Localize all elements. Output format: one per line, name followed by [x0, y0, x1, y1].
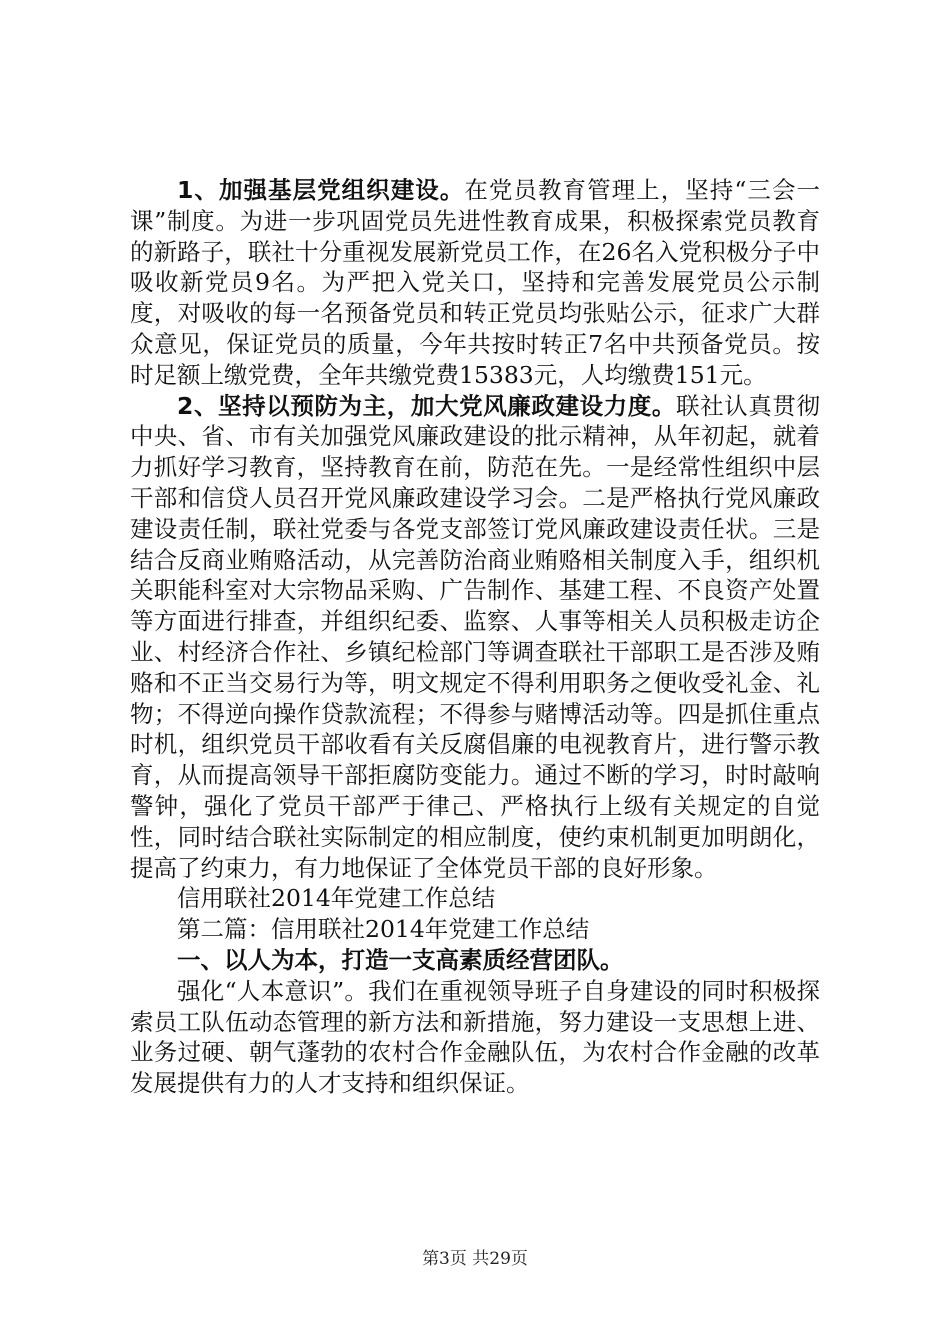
document-body [130, 175, 820, 1099]
paragraph-human-centered: 强化“人本意识”。我们在重视领导班子自身建设的同时积极探索员工队伍动态管理的新方法和新措施，努力建设一支思想上进、业务过硬、朝气蓬勃的农村合作金融队伍，为农村合作金融的改革发展提供有力的人才支持和组织保证。 [130, 976, 820, 1098]
section-heading: 一、以人为本，打造一支高素质经营团队。 [177, 945, 624, 974]
page-footer [0, 1244, 950, 1269]
paragraph-lead: 1、加强基层党组织建设。 [177, 176, 465, 204]
document-subtitle-line: 第二篇：信用联社2014年党建工作总结 [177, 915, 590, 944]
paragraph-text: 在党员教育管理上，坚持“三会一课”制度。为进一步巩固党员先进性教育成果，积极探索党员教育的新路子，联社十分重视发展新党员工作，在26名入党积极分子中吸收新党员9名。为严把入党关口，坚持和完善发展党员公示制度，对吸收的每一名预备党员和转正党员均张贴公示，征求广大群众意见，保证党员的质量，今年共按时转正7名中共预备党员。按时足额上缴党费，全年共缴党费15383元，人均缴费151元。 [130, 176, 820, 389]
paragraph-party-organization [130, 175, 820, 391]
paragraph-lead: 2、坚持以预防为主，加大党风廉政建设力度。 [177, 391, 676, 420]
paragraph-text: 联社认真贯彻中央、省、市有关加强党风廉政建设的批示精神，从年初起，就着力抓好学习教育，坚持教育在前，防范在先。一是经常性组织中层干部和信贷人员召开党风廉政建设学习会。二是严格执行党风廉政建设责任制，联社党委与各党支部签订党风廉政建设责任状。三是结合反商业贿赂活动，从完善防治商业贿赂相关制度入手，组织机关职能科室对大宗物品采购、广告制作、基建工程、不良资产处置等方面进行排查，并组织纪委、监察、人事等相关人员积极走访企业、村经济合作社、乡镇纪检部门等调查联社干部职工是否涉及贿赂和不正当交易行为等，明文规定不得利用职务之便收受礼金、礼物；不得逆向操作贷款流程；不得参与赌博活动等。四是抓住重点时机，组织党员干部收看有关反腐倡廉的电视教育片，进行警示教育，从而提高领导干部拒腐防变能力。通过不断的学习，时时敲响警钟，强化了党员干部严于律己、严格执行上级有关规定的自觉性，同时结合联社实际制定的相应制度，使约束机制更加明朗化，提高了约束力，有力地保证了全体党员干部的良好形象。 [130, 391, 820, 882]
document-title-line: 信用联社2014年党建工作总结 [177, 884, 496, 913]
paragraph-anti-corruption [130, 391, 820, 884]
page-indicator: 第3页 共29页 [422, 1249, 528, 1269]
